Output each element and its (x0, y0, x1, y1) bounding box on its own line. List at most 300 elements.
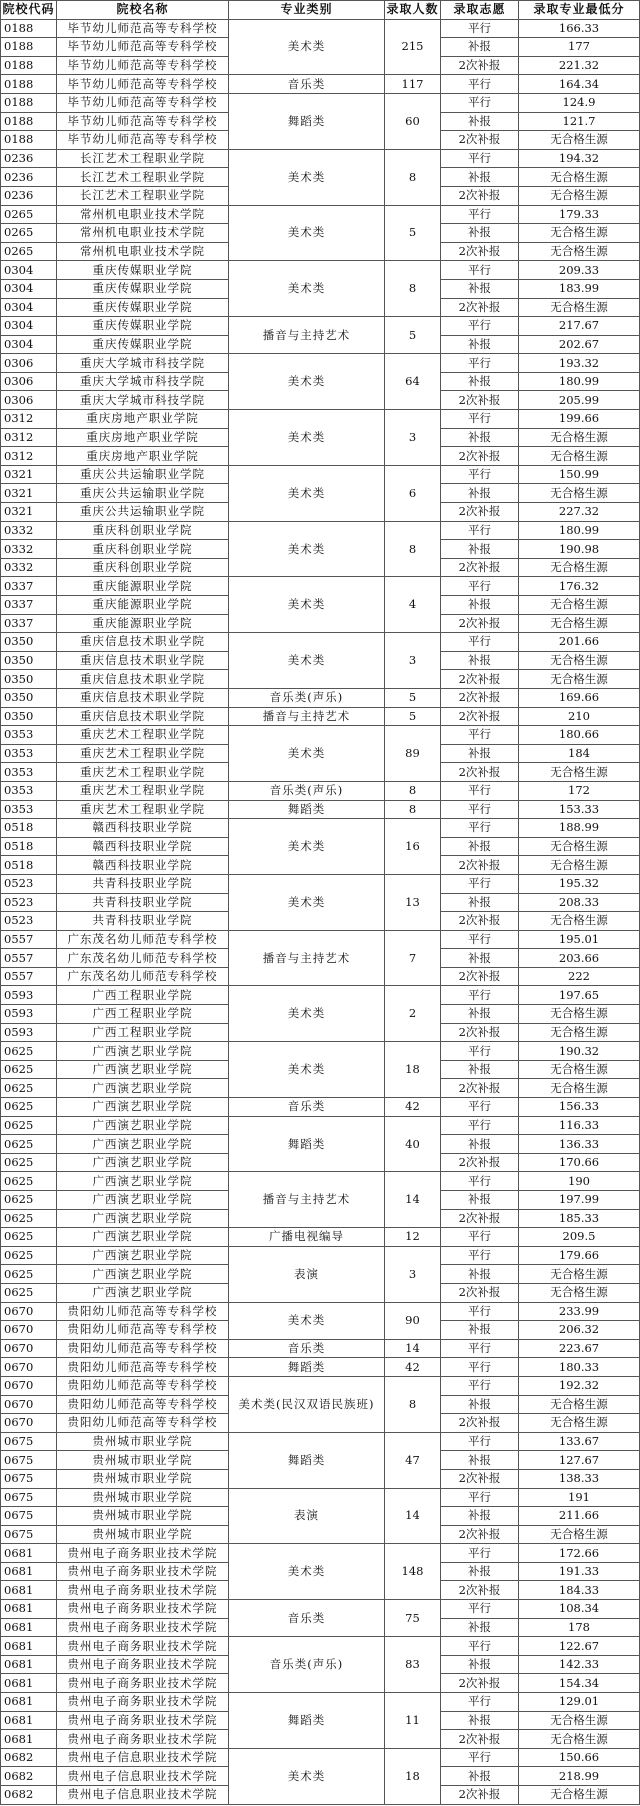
admitted-count-cell: 42 (385, 1358, 441, 1377)
admitted-count-cell: 5 (385, 205, 441, 261)
school-name-cell: 长江艺术工程职业学院 (57, 186, 229, 205)
min-score-cell: 124.9 (519, 93, 640, 112)
school-code-cell: 0625 (1, 1042, 57, 1061)
major-category-cell: 舞蹈类 (229, 1358, 385, 1377)
admission-round-cell: 平行 (441, 261, 519, 280)
admitted-count-cell: 8 (385, 1376, 441, 1432)
admitted-count-cell: 3 (385, 1246, 441, 1302)
school-code-cell: 0625 (1, 1153, 57, 1172)
min-score-cell: 206.32 (519, 1321, 640, 1340)
school-name-cell: 贵州电子商务职业技术学院 (57, 1581, 229, 1600)
admission-round-cell: 2次补报 (441, 447, 519, 466)
school-code-cell: 0312 (1, 447, 57, 466)
admission-round-cell: 补报 (441, 112, 519, 131)
major-category-cell: 舞蹈类 (229, 1432, 385, 1488)
min-score-cell: 无合格生源 (519, 1023, 640, 1042)
school-code-cell: 0321 (1, 465, 57, 484)
admission-round-cell: 补报 (441, 1191, 519, 1210)
admission-round-cell: 平行 (441, 1116, 519, 1135)
school-code-cell: 0675 (1, 1432, 57, 1451)
min-score-cell: 无合格生源 (519, 856, 640, 875)
table-row (1, 781, 640, 800)
school-code-cell: 0236 (1, 149, 57, 168)
major-category-cell: 美术类 (229, 874, 385, 930)
admitted-count-cell: 64 (385, 354, 441, 410)
admission-round-cell: 平行 (441, 1042, 519, 1061)
school-code-cell: 0593 (1, 986, 57, 1005)
school-code-cell: 0625 (1, 1265, 57, 1284)
school-code-cell: 0681 (1, 1618, 57, 1637)
admitted-count-cell: 3 (385, 633, 441, 689)
admitted-count-cell: 4 (385, 577, 441, 633)
admission-round-cell: 2次补报 (441, 1414, 519, 1433)
school-code-cell: 0625 (1, 1135, 57, 1154)
school-name-cell: 贵阳幼儿师范高等专科学校 (57, 1339, 229, 1358)
min-score-cell: 208.33 (519, 893, 640, 912)
school-name-cell: 常州机电职业技术学院 (57, 205, 229, 224)
school-name-cell: 重庆公共运输职业学院 (57, 465, 229, 484)
table-row (1, 410, 640, 429)
school-name-cell: 广西工程职业学院 (57, 986, 229, 1005)
min-score-cell: 无合格生源 (519, 1395, 640, 1414)
school-code-cell: 0593 (1, 1005, 57, 1024)
school-code-cell: 0350 (1, 707, 57, 726)
school-code-cell: 0518 (1, 819, 57, 838)
admission-round-cell: 平行 (441, 633, 519, 652)
admission-round-cell: 2次补报 (441, 1153, 519, 1172)
school-name-cell: 贵州城市职业学院 (57, 1488, 229, 1507)
major-category-cell: 播音与主持艺术 (229, 930, 385, 986)
min-score-cell: 无合格生源 (519, 242, 640, 261)
admission-round-cell: 2次补报 (441, 391, 519, 410)
school-code-cell: 0518 (1, 856, 57, 875)
admitted-count-cell: 40 (385, 1116, 441, 1172)
admitted-count-cell: 148 (385, 1544, 441, 1600)
school-name-cell: 毕节幼儿师范高等专科学校 (57, 75, 229, 94)
school-code-cell: 0265 (1, 224, 57, 243)
min-score-cell: 195.32 (519, 874, 640, 893)
school-code-cell: 0625 (1, 1191, 57, 1210)
school-code-cell: 0332 (1, 540, 57, 559)
admitted-count-cell: 8 (385, 149, 441, 205)
min-score-cell: 无合格生源 (519, 1711, 640, 1730)
school-name-cell: 贵州电子信息职业技术学院 (57, 1767, 229, 1786)
school-code-cell: 0523 (1, 893, 57, 912)
admitted-count-cell: 14 (385, 1488, 441, 1544)
major-category-cell: 舞蹈类 (229, 1116, 385, 1172)
min-score-cell: 无合格生源 (519, 298, 640, 317)
min-score-cell: 185.33 (519, 1209, 640, 1228)
school-code-cell: 0265 (1, 205, 57, 224)
school-code-cell: 0312 (1, 428, 57, 447)
min-score-cell: 223.67 (519, 1339, 640, 1358)
school-name-cell: 广西演艺职业学院 (57, 1246, 229, 1265)
min-score-cell: 无合格生源 (519, 1005, 640, 1024)
major-category-cell: 美术类 (229, 261, 385, 317)
major-category-cell: 表演 (229, 1246, 385, 1302)
school-name-cell: 重庆传媒职业学院 (57, 317, 229, 336)
admission-round-cell: 补报 (441, 949, 519, 968)
school-name-cell: 贵阳幼儿师范高等专科学校 (57, 1358, 229, 1377)
admission-round-cell: 2次补报 (441, 1209, 519, 1228)
min-score-cell: 无合格生源 (519, 837, 640, 856)
school-name-cell: 重庆信息技术职业学院 (57, 688, 229, 707)
school-code-cell: 0523 (1, 874, 57, 893)
header-major-category: 专业类别 (229, 1, 385, 20)
min-score-cell: 无合格生源 (519, 1060, 640, 1079)
admission-round-cell: 2次补报 (441, 1674, 519, 1693)
table-row (1, 986, 640, 1005)
admission-round-cell: 补报 (441, 651, 519, 670)
admitted-count-cell: 117 (385, 75, 441, 94)
header-min-score: 录取专业最低分 (519, 1, 640, 20)
major-category-cell: 音乐类(声乐) (229, 1637, 385, 1693)
admission-round-cell: 平行 (441, 781, 519, 800)
school-code-cell: 0321 (1, 484, 57, 503)
table-row (1, 1748, 640, 1767)
school-name-cell: 贵州城市职业学院 (57, 1432, 229, 1451)
school-name-cell: 广东茂名幼儿师范专科学校 (57, 930, 229, 949)
min-score-cell: 166.33 (519, 19, 640, 38)
school-code-cell: 0304 (1, 317, 57, 336)
min-score-cell: 178 (519, 1618, 640, 1637)
major-category-cell: 美术类 (229, 1042, 385, 1098)
table-row (1, 874, 640, 893)
school-code-cell: 0188 (1, 131, 57, 150)
school-name-cell: 长江艺术工程职业学院 (57, 168, 229, 187)
school-name-cell: 贵州城市职业学院 (57, 1507, 229, 1526)
admission-round-cell: 2次补报 (441, 298, 519, 317)
admission-round-cell: 2次补报 (441, 186, 519, 205)
admission-round-cell: 补报 (441, 1451, 519, 1470)
school-name-cell: 重庆信息技术职业学院 (57, 670, 229, 689)
school-code-cell: 0675 (1, 1488, 57, 1507)
min-score-cell: 154.34 (519, 1674, 640, 1693)
min-score-cell: 199.66 (519, 410, 640, 429)
admitted-count-cell: 90 (385, 1302, 441, 1339)
major-category-cell: 美术类 (229, 577, 385, 633)
admission-round-cell: 平行 (441, 93, 519, 112)
table-row (1, 1172, 640, 1191)
school-code-cell: 0625 (1, 1283, 57, 1302)
min-score-cell: 180.33 (519, 1358, 640, 1377)
admitted-count-cell: 75 (385, 1600, 441, 1637)
admission-round-cell: 平行 (441, 819, 519, 838)
admission-round-cell: 2次补报 (441, 912, 519, 931)
admission-round-cell: 平行 (441, 465, 519, 484)
admission-round-cell: 平行 (441, 75, 519, 94)
school-code-cell: 0593 (1, 1023, 57, 1042)
min-score-cell: 195.01 (519, 930, 640, 949)
header-admission-round: 录取志愿 (441, 1, 519, 20)
admission-round-cell: 补报 (441, 1711, 519, 1730)
major-category-cell: 表演 (229, 1488, 385, 1544)
school-name-cell: 毕节幼儿师范高等专科学校 (57, 112, 229, 131)
table-row (1, 1339, 640, 1358)
min-score-cell: 217.67 (519, 317, 640, 336)
major-category-cell: 美术类 (229, 205, 385, 261)
table-row (1, 317, 640, 336)
min-score-cell: 176.32 (519, 577, 640, 596)
school-code-cell: 0675 (1, 1469, 57, 1488)
admission-round-cell: 平行 (441, 1488, 519, 1507)
admission-round-cell: 平行 (441, 317, 519, 336)
admission-round-cell: 2次补报 (441, 856, 519, 875)
admitted-count-cell: 14 (385, 1172, 441, 1228)
school-code-cell: 0304 (1, 279, 57, 298)
min-score-cell: 179.66 (519, 1246, 640, 1265)
school-code-cell: 0681 (1, 1637, 57, 1656)
school-name-cell: 重庆传媒职业学院 (57, 335, 229, 354)
school-code-cell: 0681 (1, 1562, 57, 1581)
min-score-cell: 192.32 (519, 1376, 640, 1395)
school-code-cell: 0682 (1, 1748, 57, 1767)
admission-round-cell: 2次补报 (441, 670, 519, 689)
school-name-cell: 广东茂名幼儿师范专科学校 (57, 949, 229, 968)
admitted-count-cell: 47 (385, 1432, 441, 1488)
admission-round-cell: 平行 (441, 149, 519, 168)
min-score-cell: 122.67 (519, 1637, 640, 1656)
admitted-count-cell: 83 (385, 1637, 441, 1693)
table-row (1, 1246, 640, 1265)
admission-round-cell: 补报 (441, 596, 519, 615)
min-score-cell: 142.33 (519, 1655, 640, 1674)
admission-round-cell: 2次补报 (441, 967, 519, 986)
min-score-cell: 169.66 (519, 688, 640, 707)
min-score-cell: 129.01 (519, 1693, 640, 1712)
school-code-cell: 0670 (1, 1339, 57, 1358)
admission-round-cell: 补报 (441, 38, 519, 57)
school-code-cell: 0304 (1, 261, 57, 280)
admitted-count-cell: 89 (385, 726, 441, 782)
min-score-cell: 无合格生源 (519, 651, 640, 670)
admission-round-cell: 补报 (441, 428, 519, 447)
table-row (1, 1544, 640, 1563)
major-category-cell: 美术类 (229, 986, 385, 1042)
admission-round-cell: 平行 (441, 1302, 519, 1321)
admission-round-cell: 补报 (441, 1060, 519, 1079)
school-name-cell: 常州机电职业技术学院 (57, 242, 229, 261)
min-score-cell: 210 (519, 707, 640, 726)
min-score-cell: 179.33 (519, 205, 640, 224)
admission-round-cell: 平行 (441, 726, 519, 745)
admission-round-cell: 平行 (441, 1432, 519, 1451)
table-row (1, 1358, 640, 1377)
admission-round-cell: 2次补报 (441, 56, 519, 75)
min-score-cell: 无合格生源 (519, 670, 640, 689)
table-row (1, 1693, 640, 1712)
min-score-cell: 138.33 (519, 1469, 640, 1488)
school-code-cell: 0681 (1, 1544, 57, 1563)
min-score-cell: 无合格生源 (519, 1525, 640, 1544)
school-name-cell: 广西演艺职业学院 (57, 1283, 229, 1302)
school-code-cell: 0681 (1, 1693, 57, 1712)
major-category-cell: 舞蹈类 (229, 93, 385, 149)
school-code-cell: 0332 (1, 521, 57, 540)
table-row (1, 1228, 640, 1247)
min-score-cell: 164.34 (519, 75, 640, 94)
min-score-cell: 201.66 (519, 633, 640, 652)
admitted-count-cell: 5 (385, 707, 441, 726)
admission-round-cell: 2次补报 (441, 1730, 519, 1749)
school-code-cell: 0557 (1, 967, 57, 986)
school-name-cell: 重庆信息技术职业学院 (57, 633, 229, 652)
admission-round-cell: 平行 (441, 1358, 519, 1377)
table-row (1, 1637, 640, 1656)
table-row (1, 19, 640, 38)
school-name-cell: 贵州电子商务职业技术学院 (57, 1600, 229, 1619)
school-name-cell: 重庆艺术工程职业学院 (57, 744, 229, 763)
table-row (1, 205, 640, 224)
school-name-cell: 重庆房地产职业学院 (57, 447, 229, 466)
min-score-cell: 172 (519, 781, 640, 800)
admission-round-cell: 补报 (441, 1265, 519, 1284)
school-name-cell: 赣西科技职业学院 (57, 819, 229, 838)
major-category-cell: 美术类 (229, 1748, 385, 1804)
school-code-cell: 0236 (1, 186, 57, 205)
school-code-cell: 0306 (1, 354, 57, 373)
school-name-cell: 重庆传媒职业学院 (57, 279, 229, 298)
admitted-count-cell: 8 (385, 781, 441, 800)
min-score-cell: 无合格生源 (519, 1283, 640, 1302)
major-category-cell: 音乐类 (229, 75, 385, 94)
min-score-cell: 156.33 (519, 1098, 640, 1117)
table-row (1, 707, 640, 726)
school-code-cell: 0332 (1, 558, 57, 577)
major-category-cell: 美术类 (229, 410, 385, 466)
min-score-cell: 227.32 (519, 503, 640, 522)
school-name-cell: 长江艺术工程职业学院 (57, 149, 229, 168)
school-code-cell: 0312 (1, 410, 57, 429)
admitted-count-cell: 42 (385, 1098, 441, 1117)
admitted-count-cell: 12 (385, 1228, 441, 1247)
header-school-code: 院校代码 (1, 1, 57, 20)
school-code-cell: 0353 (1, 726, 57, 745)
min-score-cell: 133.67 (519, 1432, 640, 1451)
min-score-cell: 184 (519, 744, 640, 763)
min-score-cell: 197.99 (519, 1191, 640, 1210)
admission-round-cell: 补报 (441, 224, 519, 243)
table-row (1, 354, 640, 373)
school-code-cell: 0675 (1, 1507, 57, 1526)
admission-round-cell: 2次补报 (441, 503, 519, 522)
major-category-cell: 美术类 (229, 521, 385, 577)
school-code-cell: 0321 (1, 503, 57, 522)
school-name-cell: 重庆房地产职业学院 (57, 428, 229, 447)
school-code-cell: 0188 (1, 38, 57, 57)
school-code-cell: 0681 (1, 1655, 57, 1674)
admission-round-cell: 补报 (441, 1767, 519, 1786)
school-name-cell: 重庆艺术工程职业学院 (57, 781, 229, 800)
school-name-cell: 毕节幼儿师范高等专科学校 (57, 56, 229, 75)
school-name-cell: 贵州电子商务职业技术学院 (57, 1544, 229, 1563)
admission-round-cell: 平行 (441, 521, 519, 540)
admission-round-cell: 平行 (441, 1172, 519, 1191)
school-code-cell: 0670 (1, 1358, 57, 1377)
school-code-cell: 0518 (1, 837, 57, 856)
school-name-cell: 贵阳幼儿师范高等专科学校 (57, 1321, 229, 1340)
school-name-cell: 重庆能源职业学院 (57, 596, 229, 615)
school-name-cell: 共青科技职业学院 (57, 893, 229, 912)
admission-round-cell: 补报 (441, 540, 519, 559)
school-name-cell: 重庆艺术工程职业学院 (57, 763, 229, 782)
school-name-cell: 重庆公共运输职业学院 (57, 484, 229, 503)
admission-round-cell: 补报 (441, 893, 519, 912)
school-name-cell: 贵州电子商务职业技术学院 (57, 1693, 229, 1712)
admission-round-cell: 补报 (441, 1562, 519, 1581)
admitted-count-cell: 14 (385, 1339, 441, 1358)
school-name-cell: 广西演艺职业学院 (57, 1209, 229, 1228)
major-category-cell: 美术类 (229, 19, 385, 75)
admission-round-cell: 补报 (441, 1135, 519, 1154)
school-code-cell: 0304 (1, 335, 57, 354)
admission-round-cell: 2次补报 (441, 763, 519, 782)
school-name-cell: 重庆信息技术职业学院 (57, 707, 229, 726)
min-score-cell: 170.66 (519, 1153, 640, 1172)
table-row (1, 726, 640, 745)
min-score-cell: 127.67 (519, 1451, 640, 1470)
school-name-cell: 贵州电子商务职业技术学院 (57, 1618, 229, 1637)
school-name-cell: 共青科技职业学院 (57, 874, 229, 893)
school-code-cell: 0625 (1, 1098, 57, 1117)
min-score-cell: 无合格生源 (519, 131, 640, 150)
table-header-row (1, 1, 640, 20)
min-score-cell: 无合格生源 (519, 558, 640, 577)
admission-round-cell: 平行 (441, 1544, 519, 1563)
min-score-cell: 无合格生源 (519, 168, 640, 187)
admitted-count-cell: 8 (385, 521, 441, 577)
school-name-cell: 广西演艺职业学院 (57, 1116, 229, 1135)
admission-round-cell: 平行 (441, 1246, 519, 1265)
min-score-cell: 无合格生源 (519, 186, 640, 205)
school-code-cell: 0625 (1, 1246, 57, 1265)
major-category-cell: 美术类(民汉双语民族班) (229, 1376, 385, 1432)
admission-round-cell: 2次补报 (441, 1023, 519, 1042)
admitted-count-cell: 7 (385, 930, 441, 986)
admission-round-cell: 平行 (441, 1339, 519, 1358)
table-row (1, 819, 640, 838)
school-code-cell: 0350 (1, 670, 57, 689)
admission-round-cell: 2次补报 (441, 558, 519, 577)
min-score-cell: 180.66 (519, 726, 640, 745)
school-code-cell: 0625 (1, 1228, 57, 1247)
admission-round-cell: 补报 (441, 1618, 519, 1637)
table-row (1, 149, 640, 168)
school-name-cell: 赣西科技职业学院 (57, 856, 229, 875)
school-code-cell: 0188 (1, 19, 57, 38)
table-row (1, 1600, 640, 1619)
school-name-cell: 重庆能源职业学院 (57, 614, 229, 633)
min-score-cell: 218.99 (519, 1767, 640, 1786)
admission-round-cell: 2次补报 (441, 1581, 519, 1600)
school-name-cell: 共青科技职业学院 (57, 912, 229, 931)
major-category-cell: 美术类 (229, 1302, 385, 1339)
school-code-cell: 0188 (1, 93, 57, 112)
school-code-cell: 0337 (1, 577, 57, 596)
school-code-cell: 0188 (1, 56, 57, 75)
admission-round-cell: 2次补报 (441, 1525, 519, 1544)
school-code-cell: 0625 (1, 1060, 57, 1079)
school-name-cell: 广西演艺职业学院 (57, 1135, 229, 1154)
min-score-cell: 222 (519, 967, 640, 986)
admission-round-cell: 补报 (441, 279, 519, 298)
min-score-cell: 190.98 (519, 540, 640, 559)
school-name-cell: 贵州电子商务职业技术学院 (57, 1711, 229, 1730)
school-code-cell: 0353 (1, 744, 57, 763)
major-category-cell: 舞蹈类 (229, 800, 385, 819)
major-category-cell: 播音与主持艺术 (229, 707, 385, 726)
school-name-cell: 重庆传媒职业学院 (57, 298, 229, 317)
